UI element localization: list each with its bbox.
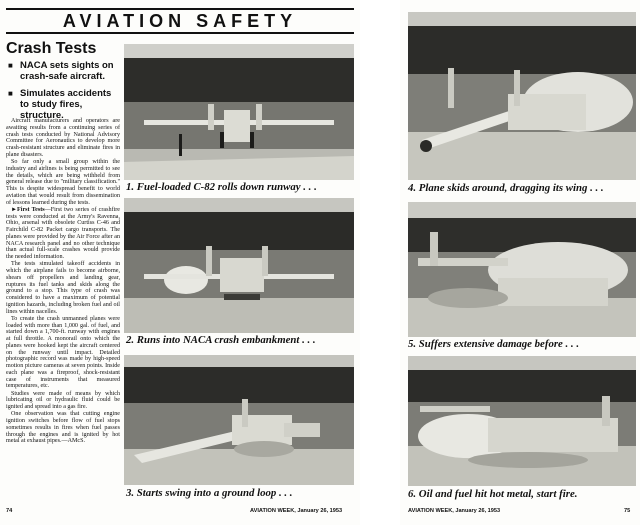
body-paragraph-first-tests: ►First Tests—First two series of crashfire tests were conducted at the Army's Ravenna, Ohio, arsenal with obsolete Curtiss C-46 and Fairchild C-82 Packet cargo transports. The planes were provided by the Air Force after an NACA research panel and no other technique than actual full-scale crashes would provide the needed information. — [6, 206, 120, 260]
photo-caption: 5. Suffers extensive damage before . . . — [408, 338, 580, 350]
article-body — [6, 118, 120, 446]
publication-date: AVIATION WEEK, January 26, 1953 — [408, 508, 501, 514]
bullet-item: ■ Simulates accidents to study fires, structure. — [6, 88, 120, 121]
bullet-item: ■ NACA sets sights on crash-safe aircraft. — [6, 60, 120, 82]
photo-caption: 2. Runs into NACA crash embankment . . . — [126, 334, 316, 346]
photo-caption: 4. Plane skids around, dragging its wing . . . — [408, 182, 604, 194]
body-paragraph: So far only a small group within the industry and airlines is being permitted to see the details, which are being withheld from general release due to "military classification." This is despite widespread benefit to world aviation that would result from dissemination of lessons learned during the tests. — [6, 159, 120, 206]
body-paragraph: Aircraft manufacturers and operators are awaiting results from a continuing series of crash tests conducted by National Advisory Committee for Aeronautics to develop more crash-resistant structure and eliminate fires in plane disasters. — [6, 118, 120, 158]
section-title: AVIATION SAFETY — [62, 10, 298, 31]
body-paragraph — [6, 411, 120, 445]
body-paragraph: Studies were made of means by which lubricating oil or hydraulic fluid could be ignited and spread into a gas fire. — [6, 390, 120, 410]
photo-embankment — [124, 198, 354, 333]
photo-caption: 3. Starts swing into a ground loop . . . — [126, 487, 293, 499]
article-title: Crash Tests — [6, 40, 97, 57]
first-tests-text: First two series of crashfire tests were conducted at the Army's Ravenna, Ohio, arsenal with obsolete Curtiss C-46 and Fairchild C-82 Packet cargo transports. The planes were provided by the Air Force after an NACA research panel and no other technique than actual full-scale crashes would provide the needed information. — [6, 206, 120, 260]
body-paragraph-text: One observation was that cutting engine ignition switches before flow of fuel stops sometimes results in fires when fuel passes through the engines and is ignited by hot metal at exhaust pipes. — [6, 411, 120, 445]
photo-damage — [408, 202, 636, 337]
crash-photo-3 — [124, 355, 354, 485]
author-signature: —AMcS. — [61, 438, 86, 445]
page-gutter — [360, 0, 400, 525]
photo-caption: 6. Oil and fuel hit hot metal, start fire. — [408, 488, 578, 500]
right-page — [400, 0, 640, 525]
photo-skid — [408, 12, 636, 180]
photo-ground-loop — [124, 355, 354, 485]
subhead-first-tests: First Tests — [17, 206, 45, 213]
footer-left — [6, 508, 12, 514]
crash-photo-6 — [408, 356, 636, 486]
article-bullets — [6, 60, 120, 127]
crash-photo-1 — [124, 44, 354, 180]
photo-fire — [408, 356, 636, 486]
page-number: 74 — [6, 508, 13, 514]
photo-caption: 1. Fuel-loaded C-82 rolls down runway . . . — [126, 181, 317, 193]
photo-runway-plane — [124, 44, 354, 180]
crash-photo-5 — [408, 202, 636, 337]
footer-right — [624, 508, 630, 514]
footer-publication-right — [408, 508, 500, 514]
page-number: 75 — [624, 508, 631, 514]
crash-photo-4 — [408, 12, 636, 180]
body-paragraph: The tests simulated takeoff accidents in which the airplane fails to become airborne, shears off propellers and landing gear, ruptures its fuel tanks and skids along the ground to a stop. This type of crash was considered to have a maximum of potential ignition hazards, including broken fuel and oil lines within nacelles. — [6, 261, 120, 315]
publication-date: AVIATION WEEK, January 26, 1953 — [250, 508, 343, 514]
footer-publication-left — [250, 508, 342, 514]
body-paragraph: To create the crash unmanned planes were loaded with more than 1,000 gal. of fuel, and started down a 1,700-ft. runway with engines at full throttle. A monorail onto which the planes were hooked kept the aircraft centered on the runway until impact. Detailed photographic record was made by high-speed motion picture cameras at seven points. Inside each plane was a fireproof, shock-resistant case of instruments that measured temperatures, etc. — [6, 315, 120, 390]
section-header — [6, 8, 354, 34]
crash-photo-2 — [124, 198, 354, 333]
